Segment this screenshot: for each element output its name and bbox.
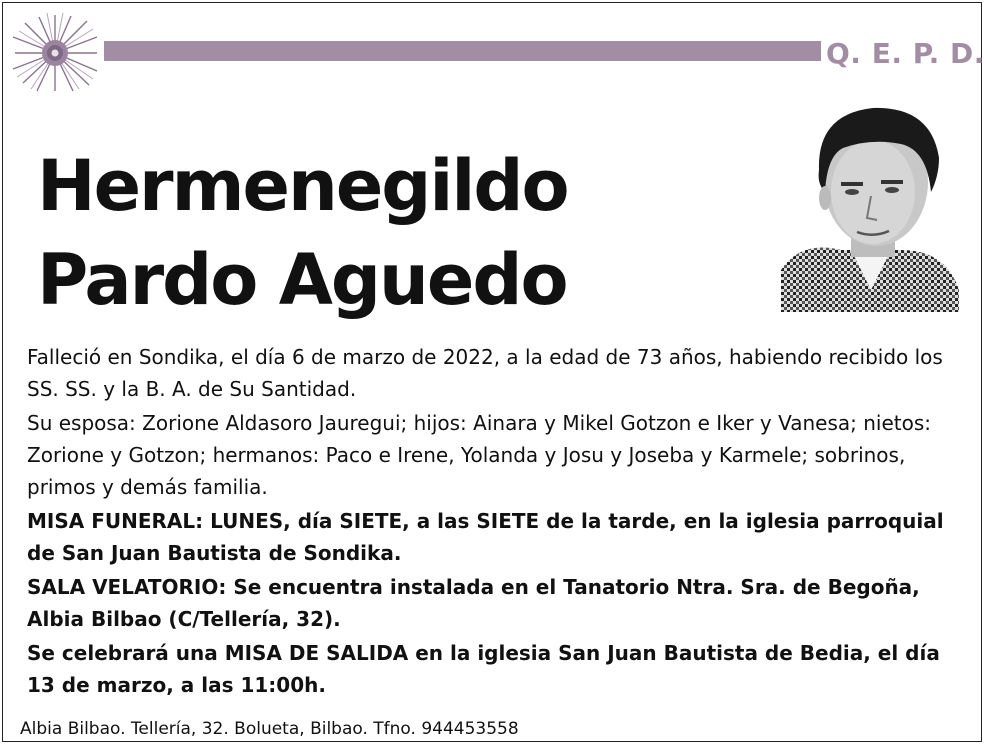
wake-room: SALA VELATORIO: Se encuentra instalada en el Tanatorio Ntra. Sra. de Begoña, Albia Bilbao (C/Tellería, 32). bbox=[27, 575, 920, 631]
name-line-1: Hermenegildo bbox=[37, 145, 568, 227]
obituary-card bbox=[2, 2, 985, 742]
header-band bbox=[104, 41, 821, 61]
funeral-mass: MISA FUNERAL: LUNES, día SIETE, a las SIETE de la tarde, en la iglesia parroquial de San Juan Bautista de Sondika. bbox=[27, 509, 944, 565]
departure-mass: Se celebrará una MISA DE SALIDA en la iglesia San Juan Bautista de Bedia, el día 13 de marzo, a las 11:00h. bbox=[27, 641, 940, 697]
thistle-flower-icon bbox=[9, 11, 101, 95]
portrait-photo bbox=[781, 100, 959, 312]
name-line-2: Pardo Aguedo bbox=[37, 239, 567, 321]
obituary-text bbox=[27, 341, 959, 703]
death-notice: Falleció en Sondika, el día 6 de marzo de 2022, a la edad de 73 años, habiendo recibido los SS. SS. y la B. A. de Su Santidad. bbox=[27, 345, 943, 401]
funeral-home-footer: Albia Bilbao. Tellería, 32. Bolueta, Bilbao. Tfno. 944453558 bbox=[20, 719, 519, 739]
qepd-label: Q. E. P. D. bbox=[826, 37, 985, 70]
family-list: Su esposa: Zorione Aldasoro Jauregui; hijos: Ainara y Mikel Gotzon e Iker y Vanesa; nietos: Zorione y Gotzon; hermanos: Paco e Irene, Yolanda y Josu y Joseba y Karmele; sobrinos, primos y demás familia. bbox=[27, 411, 932, 499]
deceased-name bbox=[37, 139, 568, 327]
